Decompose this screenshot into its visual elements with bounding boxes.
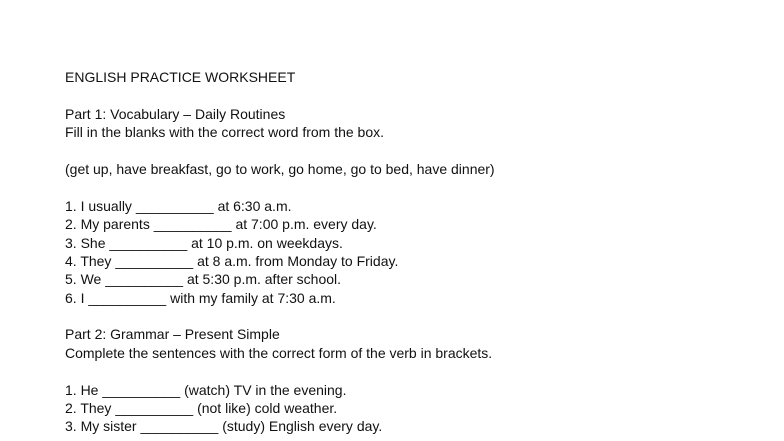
part2-item-3: 3. My sister __________ (study) English every day. [65, 418, 383, 435]
spacer [65, 142, 765, 160]
part1-item-3: 3. She __________ at 10 p.m. on weekdays. [65, 234, 343, 251]
spacer [65, 307, 765, 325]
part2-instruction: Complete the sentences with the correct form of the verb in brackets. [65, 344, 493, 361]
part2-item-2: 2. They __________ (not like) cold weather. [65, 400, 338, 417]
part1-item-1: 1. I usually __________ at 6:30 a.m. [65, 197, 292, 214]
part2-heading: Part 2: Grammar – Present Simple [65, 326, 280, 343]
part1-instruction: Fill in the blanks with the correct word from the box. [65, 124, 385, 141]
worksheet-content [65, 68, 765, 436]
part1-item-5: 5. We __________ at 5:30 p.m. after school. [65, 271, 342, 288]
part1-heading: Part 1: Vocabulary – Daily Routines [65, 105, 286, 122]
worksheet-title: ENGLISH PRACTICE WORKSHEET [65, 69, 296, 85]
spacer [65, 86, 765, 104]
part1-item-6: 6. I __________ with my family at 7:30 a.m. [65, 289, 336, 306]
part1-item-2: 2. My parents __________ at 7:00 p.m. every day. [65, 216, 377, 233]
spacer [65, 362, 765, 380]
part2-item-1: 1. He __________ (watch) TV in the evening. [65, 381, 347, 398]
word-box: (get up, have breakfast, go to work, go home, go to bed, have dinner) [65, 160, 495, 177]
part1-item-4: 4. They __________ at 8 a.m. from Monday to Friday. [65, 252, 399, 269]
spacer [65, 178, 765, 196]
